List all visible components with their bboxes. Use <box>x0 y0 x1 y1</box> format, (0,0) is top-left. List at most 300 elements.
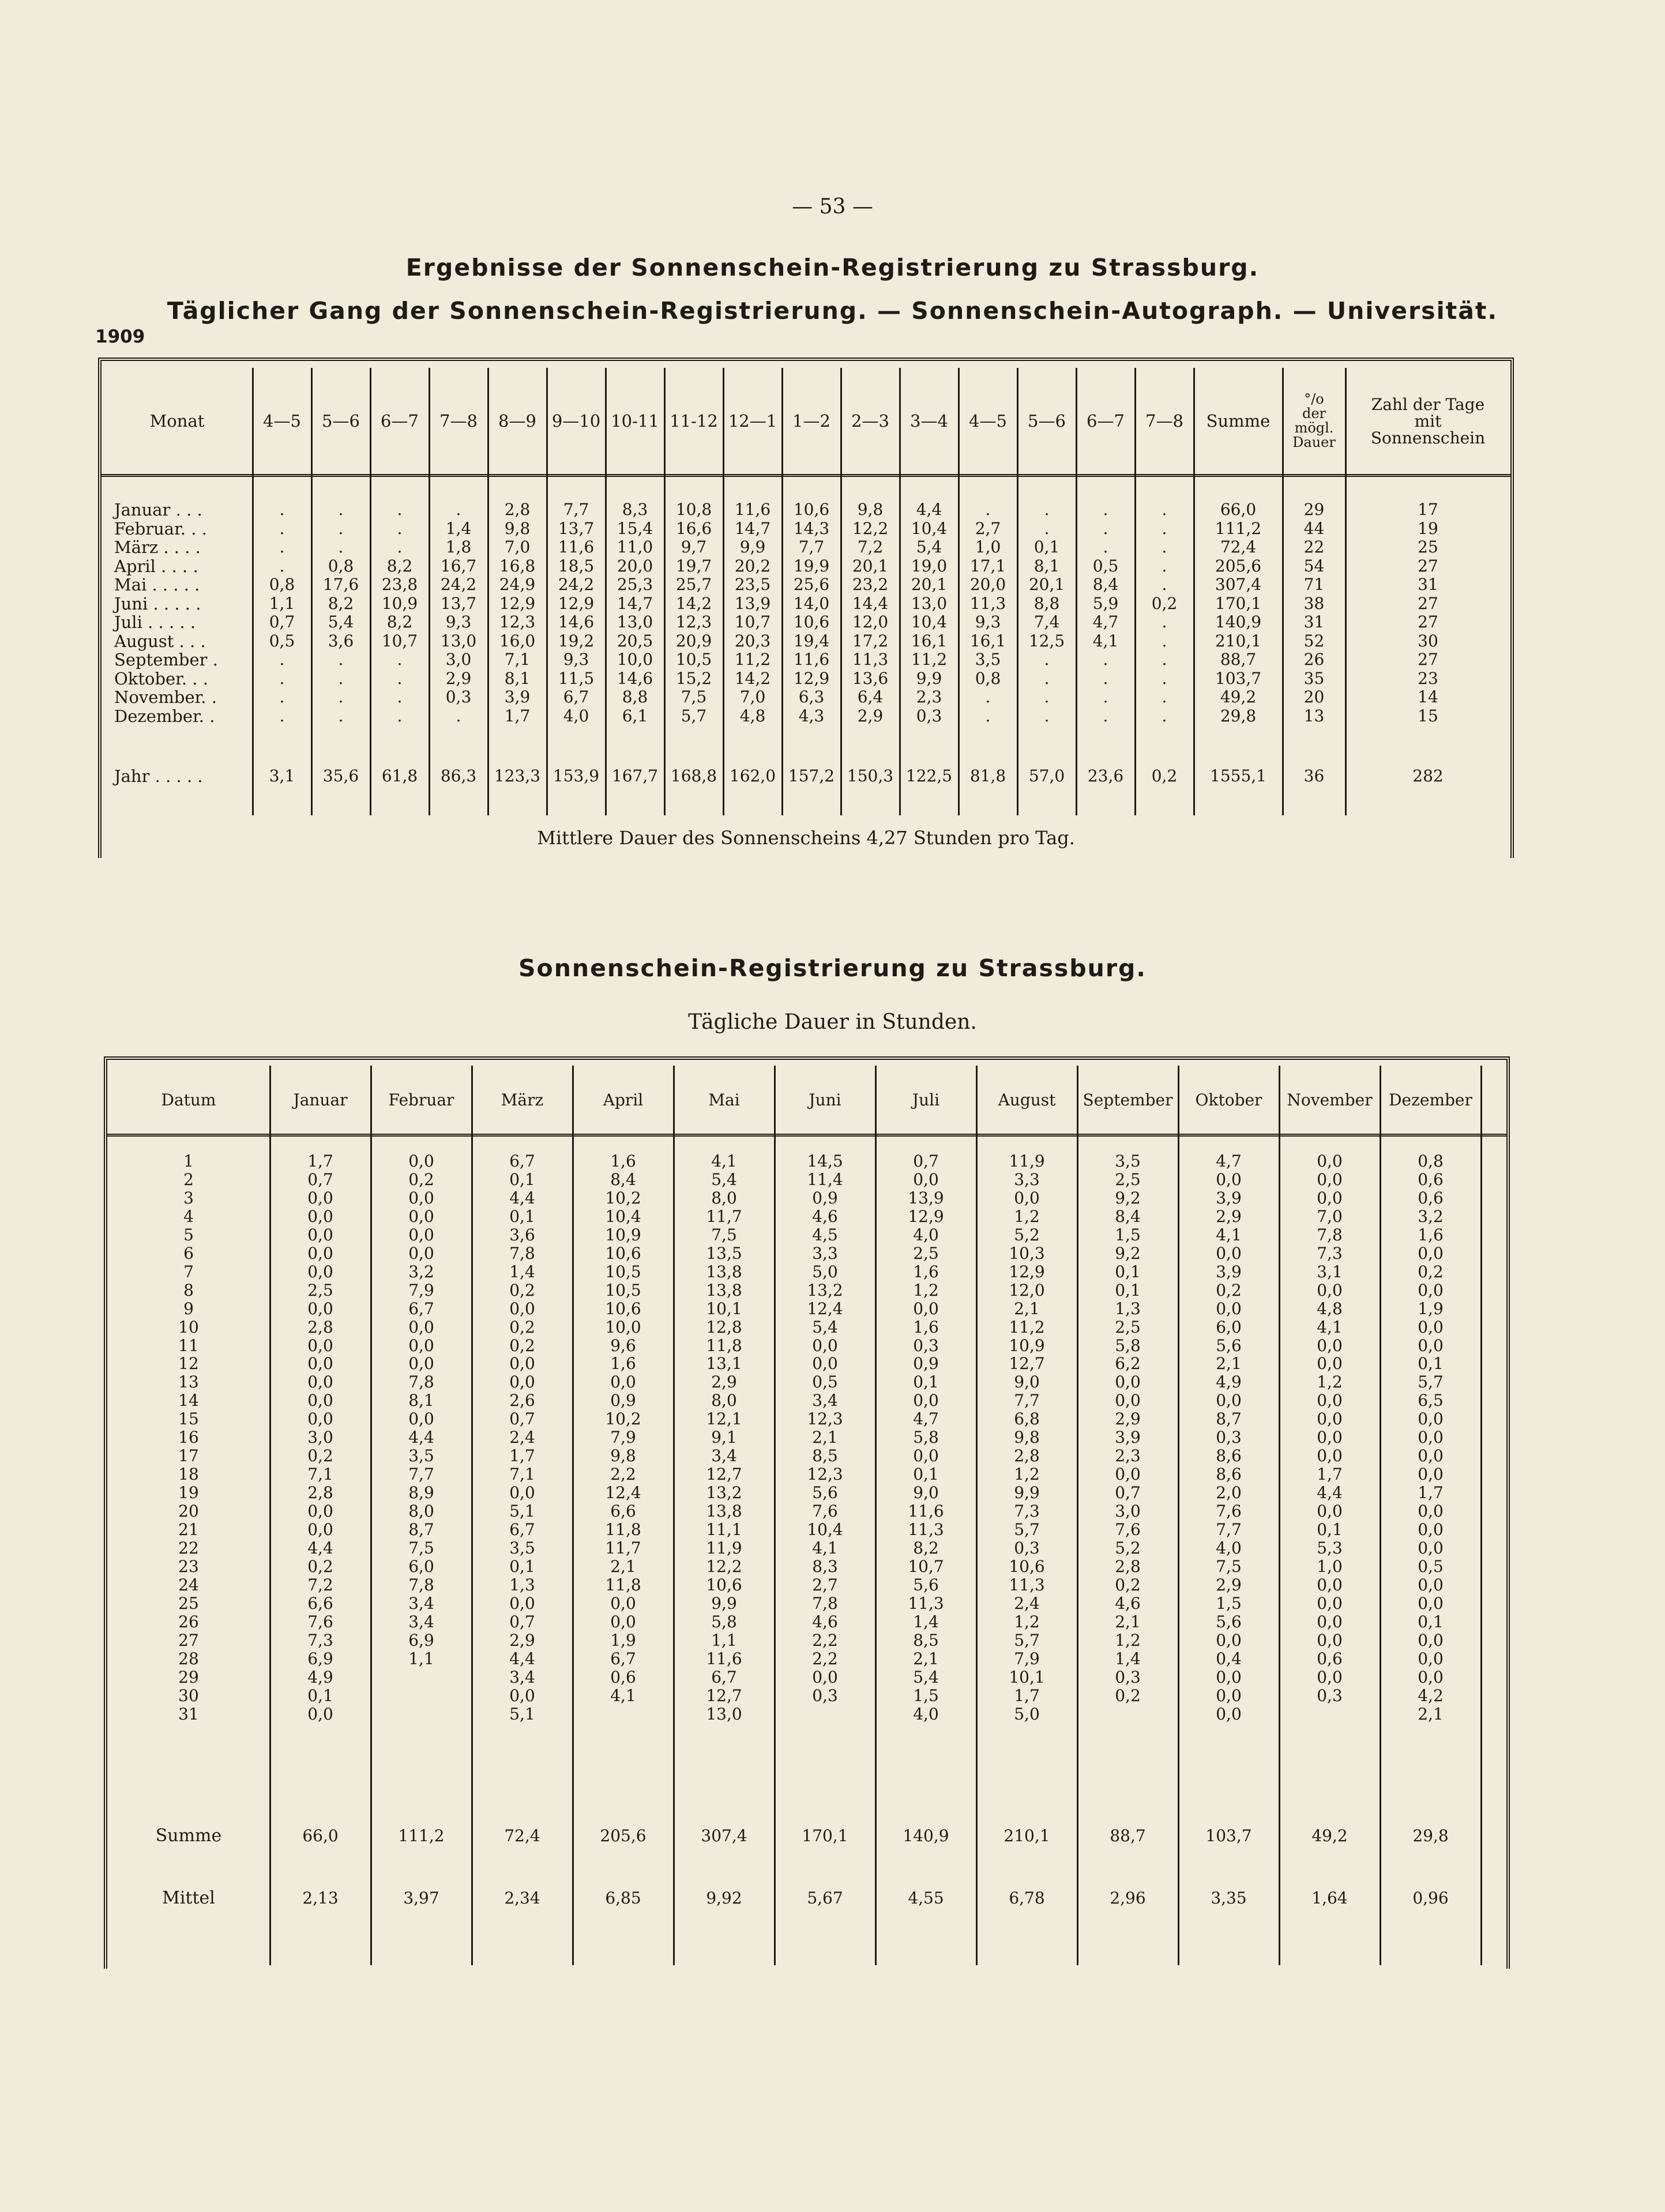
daily-value: 2,8 <box>307 1317 333 1337</box>
daily-value: 0,0 <box>408 1317 434 1337</box>
daily-value: 0,3 <box>1115 1667 1141 1687</box>
daily-value: 10,1 <box>706 1299 742 1318</box>
daily-value: 7,6 <box>307 1612 333 1631</box>
daily-value: 7,6 <box>1115 1520 1141 1539</box>
summe-value: 111,2 <box>398 1826 445 1845</box>
daily-value: 4,0 <box>1216 1538 1242 1558</box>
day-number: 21 <box>178 1520 199 1539</box>
hour-value: 6,7 <box>563 687 589 706</box>
daily-value: 10,6 <box>1009 1556 1045 1576</box>
daily-value: 3,3 <box>812 1243 838 1263</box>
hour-value: 0,3 <box>916 706 942 725</box>
month-name: Oktober. . . <box>114 668 208 689</box>
daily-value: 13,2 <box>706 1483 742 1503</box>
header-hour: 9—10 <box>551 411 601 431</box>
summe-value: 210,1 <box>1003 1826 1050 1845</box>
daily-value: 0,0 <box>913 1391 939 1410</box>
daily-value: 4,4 <box>509 1649 535 1668</box>
hour-value: . <box>985 706 991 725</box>
daily-value: 1,2 <box>1014 1465 1040 1484</box>
daily-value: 0,6 <box>1418 1169 1444 1189</box>
header-hour: 8—9 <box>498 411 536 431</box>
daily-value: 2,1 <box>1115 1612 1141 1631</box>
summe-value: 307,4 <box>701 1826 747 1845</box>
daily-value: 0,0 <box>1216 1243 1242 1263</box>
daily-value: 0,0 <box>1418 1575 1444 1594</box>
hour-value: . <box>1162 556 1167 575</box>
daily-value: 11,2 <box>1009 1317 1045 1337</box>
hour-value: 8,8 <box>1033 593 1060 613</box>
hourly-sunshine-table <box>98 358 1514 858</box>
hour-value: 19,4 <box>793 631 830 650</box>
hour-value: 1,4 <box>445 518 472 538</box>
daily-value: 3,3 <box>1014 1169 1040 1189</box>
daily-value: 0,0 <box>509 1686 535 1705</box>
header-percent <box>1283 368 1345 474</box>
hour-value: . <box>279 668 285 688</box>
hour-value: 17,1 <box>969 556 1006 575</box>
daily-value: 1,4 <box>1115 1649 1141 1668</box>
summe-value: 170,1 <box>802 1826 848 1845</box>
daily-value: 0,0 <box>509 1299 535 1318</box>
daily-value: 13,8 <box>706 1502 742 1521</box>
hour-value: . <box>1162 650 1167 669</box>
summe-value: 49,2 <box>1311 1826 1348 1845</box>
daily-value: 12,3 <box>807 1465 843 1484</box>
header-tage-line: Zahl der Tage <box>1371 394 1485 414</box>
summe-value: 307,4 <box>1215 575 1262 594</box>
hour-value: 12,2 <box>852 518 889 538</box>
daily-value: 1,4 <box>913 1612 939 1631</box>
summe-value: 72,4 <box>1220 537 1257 556</box>
daily-value: 1,5 <box>913 1686 939 1705</box>
hour-value: . <box>1044 706 1050 725</box>
year-label: 1909 <box>95 326 145 347</box>
hour-value: . <box>1103 650 1108 669</box>
daily-value: 1,5 <box>1115 1225 1141 1244</box>
daily-value: 11,9 <box>1009 1152 1045 1171</box>
daily-value: 0,0 <box>1115 1465 1141 1484</box>
hour-value: . <box>1162 631 1167 650</box>
hour-value: 8,2 <box>386 556 413 575</box>
hour-value: . <box>985 687 991 706</box>
summe-value: 88,7 <box>1220 650 1257 669</box>
day-number: 11 <box>178 1336 199 1355</box>
day-number: 14 <box>178 1391 199 1410</box>
daily-value: 0,5 <box>812 1372 838 1392</box>
percent-value: 71 <box>1303 575 1325 594</box>
daily-value: 6,0 <box>408 1556 434 1576</box>
day-number: 17 <box>178 1446 199 1466</box>
daily-value: 6,7 <box>610 1649 636 1668</box>
hour-value: 35,6 <box>322 766 359 785</box>
daily-value: 1,3 <box>509 1575 535 1594</box>
tage-value: 17 <box>1418 500 1438 519</box>
daily-value: 0,0 <box>307 1206 333 1226</box>
daily-value: 12,0 <box>1009 1280 1045 1300</box>
daily-value: 0,1 <box>913 1372 939 1392</box>
day-number: 12 <box>178 1354 199 1374</box>
daily-value: 7,8 <box>408 1575 434 1594</box>
hour-value: 5,7 <box>681 706 707 725</box>
hour-value: 14,6 <box>617 668 653 688</box>
hour-value: . <box>279 500 285 519</box>
daily-value: 12,9 <box>908 1206 944 1226</box>
summe-value: 103,7 <box>1215 668 1262 688</box>
daily-value: 1,7 <box>509 1446 535 1466</box>
daily-value: 0,1 <box>1317 1520 1343 1539</box>
hour-value: 9,3 <box>563 650 589 669</box>
daily-value: 0,0 <box>408 1354 434 1374</box>
day-number: 20 <box>178 1502 199 1521</box>
daily-value: 0,0 <box>307 1520 333 1539</box>
header-month: Januar <box>293 1090 348 1109</box>
header-hour: 1—2 <box>792 411 830 431</box>
hour-value: 3,6 <box>328 631 354 650</box>
daily-value: 0,2 <box>307 1446 333 1466</box>
daily-value: 0,0 <box>1418 1446 1444 1466</box>
daily-value: 3,5 <box>509 1538 535 1558</box>
hour-value: 11,6 <box>734 500 771 519</box>
hour-value: 0,8 <box>975 668 1001 688</box>
daily-value: 0,0 <box>1317 1336 1343 1355</box>
daily-value: 2,1 <box>1216 1354 1242 1374</box>
daily-value: 0,1 <box>509 1206 535 1226</box>
daily-value: 0,0 <box>1418 1667 1444 1687</box>
hour-value: 12,3 <box>675 612 712 631</box>
daily-value: 1,6 <box>1418 1225 1444 1244</box>
header-hour: 5—6 <box>1028 411 1066 431</box>
hour-value: . <box>338 500 344 519</box>
daily-value: 0,9 <box>913 1354 939 1374</box>
daily-value: 5,6 <box>812 1483 838 1503</box>
hour-value: 9,3 <box>445 612 472 631</box>
daily-value: 0,4 <box>1216 1649 1242 1668</box>
hour-value: 4,1 <box>1092 631 1119 650</box>
daily-value: 10,1 <box>1009 1667 1045 1687</box>
daily-value: 7,9 <box>1014 1649 1040 1668</box>
hour-value: 150,3 <box>847 766 894 785</box>
daily-value: 0,2 <box>1115 1686 1141 1705</box>
daily-value: 0,0 <box>1216 1630 1242 1650</box>
daily-value: 0,0 <box>307 1502 333 1521</box>
daily-value: 10,9 <box>1009 1336 1045 1355</box>
day-number: 25 <box>178 1593 199 1613</box>
daily-value: 0,2 <box>509 1336 535 1355</box>
hour-value: 7,1 <box>504 650 531 669</box>
daily-value: 0,2 <box>1115 1575 1141 1594</box>
daily-value: 7,5 <box>711 1225 737 1244</box>
hour-value: 24,9 <box>499 575 536 594</box>
daily-value: 0,1 <box>509 1556 535 1576</box>
daily-value: 1,6 <box>610 1152 636 1171</box>
daily-value: 7,8 <box>812 1593 838 1613</box>
hour-value: 9,9 <box>739 537 766 556</box>
daily-value: 10,9 <box>605 1225 641 1244</box>
hour-value: . <box>279 687 285 706</box>
hour-value: 9,7 <box>681 537 707 556</box>
daily-value: 0,0 <box>1317 1630 1343 1650</box>
daily-value: 0,0 <box>812 1667 838 1687</box>
daily-value: 2,8 <box>1014 1446 1040 1466</box>
daily-value: 0,7 <box>913 1152 939 1171</box>
table-row <box>102 575 1510 594</box>
hour-value: 61,8 <box>381 766 418 785</box>
hour-value: 13,6 <box>852 668 889 688</box>
hour-value: 0,5 <box>1092 556 1119 575</box>
mittel-value: 3,97 <box>403 1889 439 1908</box>
percent-value: 26 <box>1303 650 1325 669</box>
header-month: Dezember <box>1389 1090 1472 1109</box>
hour-value: 10,4 <box>911 518 948 538</box>
daily-value: 2,5 <box>1115 1169 1141 1189</box>
daily-value: 0,1 <box>1115 1280 1141 1300</box>
daily-value: 12,7 <box>706 1465 742 1484</box>
day-number: 6 <box>183 1243 194 1263</box>
hour-value: 8,2 <box>328 593 354 613</box>
daily-value: 0,0 <box>1317 1169 1343 1189</box>
hour-value: 0,8 <box>328 556 354 575</box>
daily-value: 7,3 <box>1317 1243 1343 1263</box>
tage-value: 30 <box>1418 631 1438 650</box>
daily-value: 4,9 <box>307 1667 333 1687</box>
month-name: Juli . . . . . <box>114 612 196 632</box>
daily-value: 9,2 <box>1115 1188 1141 1207</box>
daily-value: 6,7 <box>509 1152 535 1171</box>
tage-value: 282 <box>1412 766 1444 785</box>
daily-value: 0,0 <box>1317 1280 1343 1300</box>
hour-value: 13,0 <box>911 593 948 613</box>
daily-value: 8,4 <box>1115 1206 1141 1226</box>
daily-value: 0,0 <box>1418 1409 1444 1429</box>
daily-value: 0,0 <box>307 1243 333 1263</box>
daily-value: 0,0 <box>1317 1502 1343 1521</box>
header-hour: 6—7 <box>1087 411 1125 431</box>
daily-value: 1,3 <box>1115 1299 1141 1318</box>
daily-value: 0,0 <box>1317 1152 1343 1171</box>
hour-value: 157,2 <box>788 766 835 785</box>
daily-value: 1,5 <box>1216 1593 1242 1613</box>
daily-value: 2,1 <box>1014 1299 1040 1318</box>
daily-value: 0,0 <box>408 1206 434 1226</box>
summe-value: 88,7 <box>1110 1826 1146 1845</box>
hour-value: 20,1 <box>1028 575 1065 594</box>
mittel-value: 0,96 <box>1412 1889 1449 1908</box>
daily-value: 0,0 <box>1115 1391 1141 1410</box>
tage-value: 25 <box>1418 537 1438 556</box>
daily-value: 3,2 <box>408 1262 434 1281</box>
daily-value: 2,1 <box>913 1649 939 1668</box>
day-number: 3 <box>183 1188 194 1207</box>
daily-value: 12,1 <box>706 1409 742 1429</box>
header-month: August <box>998 1090 1056 1109</box>
daily-value: 4,1 <box>812 1538 838 1558</box>
daily-value: 12,2 <box>706 1556 742 1576</box>
daily-value: 4,7 <box>1216 1152 1242 1171</box>
daily-value: 12,8 <box>706 1317 742 1337</box>
daily-value: 3,0 <box>1115 1502 1141 1521</box>
hour-value: 25,6 <box>793 575 830 594</box>
hour-value: 24,2 <box>440 575 477 594</box>
hour-value: 14,7 <box>734 518 771 538</box>
hour-value: 4,7 <box>1092 612 1119 631</box>
month-name: März . . . . <box>114 537 201 557</box>
daily-value: 6,8 <box>1014 1409 1040 1429</box>
daily-value: 0,1 <box>913 1465 939 1484</box>
daily-value: 7,7 <box>1216 1520 1242 1539</box>
daily-value: 3,4 <box>812 1391 838 1410</box>
daily-value: 5,4 <box>913 1667 939 1687</box>
hour-value: 7,0 <box>739 687 766 706</box>
daily-value: 5,2 <box>1115 1538 1141 1558</box>
daily-value: 3,1 <box>1317 1262 1343 1281</box>
daily-value: 1,1 <box>408 1649 434 1668</box>
daily-value: 1,7 <box>307 1152 333 1171</box>
daily-value: 7,7 <box>408 1465 434 1484</box>
daily-value: 12,3 <box>807 1409 843 1429</box>
percent-value: 36 <box>1303 766 1325 785</box>
header-hour: 5—6 <box>322 411 360 431</box>
day-number: 15 <box>178 1409 199 1429</box>
daily-value: 6,7 <box>509 1520 535 1539</box>
daily-value: 13,9 <box>908 1188 944 1207</box>
summe-value: 66,0 <box>302 1826 339 1845</box>
hour-value: . <box>456 706 461 725</box>
hour-value: 8,4 <box>1092 575 1119 594</box>
daily-value: 6,9 <box>307 1649 333 1668</box>
hour-value: 16,1 <box>969 631 1006 650</box>
daily-value: 0,1 <box>509 1169 535 1189</box>
hour-value: . <box>1103 687 1108 706</box>
hour-value: 57,0 <box>1028 766 1065 785</box>
hour-value: . <box>279 650 285 669</box>
daily-value: 0,3 <box>1317 1686 1343 1705</box>
table-row <box>102 688 1510 706</box>
daily-value: 2,9 <box>711 1372 737 1392</box>
table-row <box>102 767 1510 785</box>
header-month: Juli <box>912 1090 940 1109</box>
header-month: Februar <box>388 1090 454 1109</box>
daily-value: 8,7 <box>1216 1409 1242 1429</box>
month-name: Januar . . . <box>114 500 202 520</box>
daily-value: 6,2 <box>1115 1354 1141 1374</box>
daily-value: 0,2 <box>509 1317 535 1337</box>
daily-value: 7,6 <box>812 1502 838 1521</box>
hour-value: . <box>338 537 344 556</box>
daily-value: 3,5 <box>408 1446 434 1466</box>
summe-value: 210,1 <box>1215 631 1262 650</box>
daily-value: 11,9 <box>706 1538 742 1558</box>
day-number: 26 <box>178 1612 199 1631</box>
header-hour: 12—1 <box>728 411 777 431</box>
hour-value: . <box>1103 537 1108 556</box>
hour-value: 7,5 <box>681 687 707 706</box>
daily-value: 0,0 <box>1216 1704 1242 1724</box>
daily-value: 4,4 <box>509 1188 535 1207</box>
day-number: 22 <box>178 1538 199 1558</box>
daily-value: 5,3 <box>1317 1538 1343 1558</box>
daily-value: 1,6 <box>913 1262 939 1281</box>
hour-value: . <box>985 500 991 519</box>
hour-value: 12,9 <box>558 593 595 613</box>
summe-value: 170,1 <box>1215 593 1262 613</box>
mittel-value: 3,35 <box>1211 1889 1247 1908</box>
hour-value: 9,8 <box>504 518 531 538</box>
daily-value: 4,9 <box>1216 1372 1242 1392</box>
header-hour: 10-11 <box>611 411 659 431</box>
percent-value: 38 <box>1303 593 1325 613</box>
hour-value: 3,9 <box>504 687 531 706</box>
hour-value: . <box>1162 706 1167 725</box>
daily-value: 0,0 <box>610 1372 636 1392</box>
daily-value: 9,8 <box>1014 1428 1040 1447</box>
daily-value: 3,9 <box>1216 1188 1242 1207</box>
daily-value: 2,8 <box>307 1483 333 1503</box>
hour-value: 6,1 <box>622 706 648 725</box>
daily-value: 0,0 <box>1317 1667 1343 1687</box>
summe-value: 1555,1 <box>1210 766 1266 785</box>
hour-value: 81,8 <box>969 766 1006 785</box>
hour-value: 10,9 <box>381 593 418 613</box>
hour-value: 8,2 <box>386 612 413 631</box>
hour-value: 11,3 <box>852 650 889 669</box>
hour-value: 13,7 <box>440 593 477 613</box>
hour-value: . <box>397 518 403 538</box>
hour-value: 8,1 <box>1033 556 1060 575</box>
hour-value: 20,9 <box>675 631 712 650</box>
hour-value: 14,7 <box>617 593 653 613</box>
daily-value: 4,1 <box>610 1686 636 1705</box>
daily-value: 0,2 <box>1216 1280 1242 1300</box>
daily-value: 5,2 <box>1014 1225 1040 1244</box>
hour-value: 19,0 <box>911 556 948 575</box>
hour-value: 16,6 <box>675 518 712 538</box>
daily-value: 0,0 <box>610 1612 636 1631</box>
percent-value: 29 <box>1303 500 1325 519</box>
daily-value: 4,8 <box>1317 1299 1343 1318</box>
summe-value: 29,8 <box>1412 1826 1449 1845</box>
header-hour: 4—5 <box>969 411 1007 431</box>
hour-value: 13,0 <box>617 612 653 631</box>
daily-value: 0,0 <box>913 1446 939 1466</box>
daily-value: 7,9 <box>610 1428 636 1447</box>
month-name: April . . . . <box>114 556 198 576</box>
day-number: 29 <box>178 1667 199 1687</box>
daily-value: 1,9 <box>1418 1299 1444 1318</box>
daily-value: 7,6 <box>1216 1502 1242 1521</box>
hour-value: 2,3 <box>916 687 942 706</box>
month-name: August . . . <box>114 631 206 651</box>
header-hour: 3—4 <box>910 411 948 431</box>
hour-value: 0,7 <box>269 612 295 631</box>
daily-value: 1,2 <box>1014 1612 1040 1631</box>
daily-value: 0,3 <box>1014 1538 1040 1558</box>
hour-value: 20,1 <box>852 556 889 575</box>
daily-value: 0,0 <box>1216 1667 1242 1687</box>
daily-value: 4,1 <box>1317 1317 1343 1337</box>
daily-value: 8,6 <box>1216 1465 1242 1484</box>
daily-value: 0,0 <box>307 1336 333 1355</box>
daily-value: 7,2 <box>307 1575 333 1594</box>
hour-value: 5,4 <box>328 612 354 631</box>
hour-value: 6,4 <box>857 687 884 706</box>
hour-value: 17,6 <box>322 575 359 594</box>
daily-value: 0,0 <box>408 1225 434 1244</box>
header-summe: Summe <box>1206 411 1271 431</box>
daily-value: 7,1 <box>509 1465 535 1484</box>
daily-value: 6,5 <box>1418 1391 1444 1410</box>
daily-value: 6,7 <box>711 1667 737 1687</box>
